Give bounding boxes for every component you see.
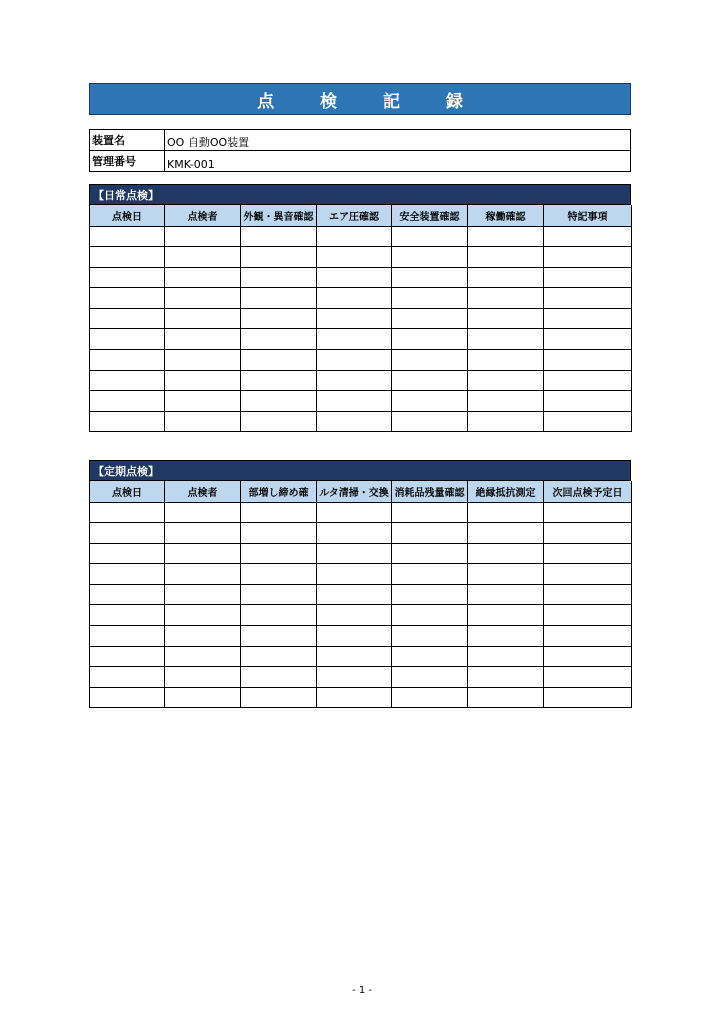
table-cell[interactable]: [468, 247, 544, 268]
table-cell[interactable]: [468, 626, 544, 647]
table-cell[interactable]: [165, 267, 241, 288]
table-cell[interactable]: [90, 523, 165, 544]
table-cell[interactable]: [165, 646, 241, 667]
table-row: [90, 247, 632, 268]
column-header: ルタ清掃・交換: [317, 481, 392, 502]
table-cell[interactable]: [317, 502, 392, 523]
management-number-label: 管理番号: [90, 151, 165, 172]
table-cell[interactable]: [241, 308, 317, 329]
table-cell[interactable]: [165, 564, 241, 585]
table-cell[interactable]: [468, 308, 544, 329]
table-row: [90, 687, 632, 708]
table-cell[interactable]: [90, 687, 165, 708]
table-cell[interactable]: [544, 502, 632, 523]
table-row: [90, 626, 632, 647]
table-row: [90, 543, 632, 564]
table-cell[interactable]: [392, 391, 468, 412]
table-row: [90, 502, 632, 523]
table-cell[interactable]: [468, 564, 544, 585]
table-cell[interactable]: [544, 329, 632, 350]
table-cell[interactable]: [165, 350, 241, 371]
periodic-inspection-section: [89, 460, 631, 708]
table-cell[interactable]: [165, 687, 241, 708]
table-cell[interactable]: [317, 226, 392, 247]
table-row: [90, 605, 632, 626]
table-cell[interactable]: [468, 267, 544, 288]
table-cell[interactable]: [392, 667, 468, 688]
table-row: [90, 646, 632, 667]
table-cell[interactable]: [165, 247, 241, 268]
column-header: 次回点検予定日: [544, 481, 632, 502]
table-cell[interactable]: [90, 267, 165, 288]
table-cell[interactable]: [317, 267, 392, 288]
table-cell[interactable]: [165, 288, 241, 309]
table-cell[interactable]: [317, 564, 392, 585]
table-cell[interactable]: [544, 687, 632, 708]
table-row: [90, 370, 632, 391]
table-cell[interactable]: [165, 329, 241, 350]
table-cell[interactable]: [392, 584, 468, 605]
table-cell[interactable]: [241, 502, 317, 523]
table-cell[interactable]: [241, 523, 317, 544]
table-cell[interactable]: [90, 584, 165, 605]
column-header: 絶縁抵抗測定: [468, 481, 544, 502]
table-cell[interactable]: [90, 370, 165, 391]
table-cell[interactable]: [241, 391, 317, 412]
column-header: エア圧確認: [317, 205, 392, 226]
table-cell[interactable]: [544, 626, 632, 647]
table-cell[interactable]: [165, 226, 241, 247]
table-cell[interactable]: [392, 564, 468, 585]
table-cell[interactable]: [241, 564, 317, 585]
table-cell[interactable]: [544, 226, 632, 247]
table-row: [90, 667, 632, 688]
table-cell[interactable]: [392, 308, 468, 329]
table-cell[interactable]: [544, 543, 632, 564]
table-cell[interactable]: [392, 411, 468, 432]
table-cell[interactable]: [165, 605, 241, 626]
table-cell[interactable]: [165, 667, 241, 688]
table-cell[interactable]: [90, 411, 165, 432]
periodic-inspection-table: [89, 481, 632, 708]
table-cell[interactable]: [241, 605, 317, 626]
daily-header-row: [90, 205, 632, 226]
table-cell[interactable]: [317, 391, 392, 412]
table-cell[interactable]: [468, 411, 544, 432]
table-cell[interactable]: [544, 247, 632, 268]
table-cell[interactable]: [90, 391, 165, 412]
table-cell[interactable]: [165, 523, 241, 544]
title-bar: [89, 83, 631, 115]
table-cell[interactable]: [468, 370, 544, 391]
table-cell[interactable]: [165, 584, 241, 605]
column-header: 点検者: [165, 481, 241, 502]
column-header: 外観・異音確認: [241, 205, 317, 226]
table-cell[interactable]: [317, 646, 392, 667]
column-header: 点検日: [90, 481, 165, 502]
table-cell[interactable]: [317, 247, 392, 268]
column-header: 稼働確認: [468, 205, 544, 226]
table-cell[interactable]: [90, 605, 165, 626]
table-cell[interactable]: [241, 226, 317, 247]
table-row: [90, 226, 632, 247]
table-cell[interactable]: [90, 226, 165, 247]
equipment-info-table: [89, 129, 631, 172]
table-cell[interactable]: [90, 502, 165, 523]
device-name-label: 装置名: [90, 130, 165, 151]
table-cell[interactable]: [392, 288, 468, 309]
table-cell[interactable]: [544, 391, 632, 412]
table-cell[interactable]: [392, 226, 468, 247]
table-cell[interactable]: [544, 370, 632, 391]
table-cell[interactable]: [468, 667, 544, 688]
table-cell[interactable]: [544, 605, 632, 626]
table-row: [90, 288, 632, 309]
table-cell[interactable]: [544, 584, 632, 605]
table-cell[interactable]: [392, 329, 468, 350]
info-row-device-name: [90, 130, 631, 151]
table-cell[interactable]: [468, 350, 544, 371]
table-cell[interactable]: [544, 350, 632, 371]
table-row: [90, 411, 632, 432]
periodic-header-row: [90, 481, 632, 502]
table-cell[interactable]: [241, 646, 317, 667]
table-cell[interactable]: [241, 247, 317, 268]
table-cell[interactable]: [241, 667, 317, 688]
periodic-inspection-heading: 【定期点検】: [89, 460, 631, 481]
table-row: [90, 584, 632, 605]
daily-inspection-heading: 【日常点検】: [89, 184, 631, 205]
table-row: [90, 350, 632, 371]
column-header: 消耗品残量確認: [392, 481, 468, 502]
table-cell[interactable]: [317, 288, 392, 309]
column-header: 点検日: [90, 205, 165, 226]
table-cell[interactable]: [317, 308, 392, 329]
table-cell[interactable]: [468, 226, 544, 247]
table-cell[interactable]: [392, 247, 468, 268]
table-row: [90, 523, 632, 544]
table-cell[interactable]: [90, 646, 165, 667]
table-cell[interactable]: [241, 288, 317, 309]
table-cell[interactable]: [392, 502, 468, 523]
table-cell[interactable]: [165, 411, 241, 432]
table-cell[interactable]: [90, 564, 165, 585]
table-cell[interactable]: [544, 523, 632, 544]
table-cell[interactable]: [392, 687, 468, 708]
daily-inspection-section: [89, 184, 631, 432]
table-cell[interactable]: [544, 646, 632, 667]
table-cell[interactable]: [165, 391, 241, 412]
table-cell[interactable]: [468, 523, 544, 544]
table-cell[interactable]: [241, 687, 317, 708]
table-cell[interactable]: [165, 543, 241, 564]
page-title: 点 検 記 録: [257, 91, 483, 112]
table-cell[interactable]: [468, 584, 544, 605]
column-header: 部増し締め確: [241, 481, 317, 502]
table-cell[interactable]: [241, 543, 317, 564]
table-cell[interactable]: [90, 350, 165, 371]
table-cell[interactable]: [544, 288, 632, 309]
table-cell[interactable]: [241, 350, 317, 371]
table-cell[interactable]: [241, 584, 317, 605]
table-row: [90, 329, 632, 350]
table-cell[interactable]: [392, 605, 468, 626]
table-cell[interactable]: [241, 626, 317, 647]
table-cell[interactable]: [90, 308, 165, 329]
table-cell[interactable]: [392, 646, 468, 667]
table-cell[interactable]: [468, 329, 544, 350]
table-cell[interactable]: [544, 308, 632, 329]
table-cell[interactable]: [165, 626, 241, 647]
management-number-value[interactable]: KMK-001: [165, 151, 631, 172]
table-cell[interactable]: [468, 502, 544, 523]
table-cell[interactable]: [241, 411, 317, 432]
table-cell[interactable]: [392, 626, 468, 647]
table-cell[interactable]: [241, 267, 317, 288]
table-cell[interactable]: [317, 329, 392, 350]
table-cell[interactable]: [90, 543, 165, 564]
table-cell[interactable]: [392, 267, 468, 288]
table-cell[interactable]: [241, 329, 317, 350]
table-cell[interactable]: [392, 543, 468, 564]
table-cell[interactable]: [544, 411, 632, 432]
table-row: [90, 564, 632, 585]
table-cell[interactable]: [468, 646, 544, 667]
table-cell[interactable]: [317, 667, 392, 688]
table-cell[interactable]: [544, 564, 632, 585]
table-cell[interactable]: [468, 288, 544, 309]
table-cell[interactable]: [317, 411, 392, 432]
table-cell[interactable]: [90, 288, 165, 309]
table-cell[interactable]: [392, 523, 468, 544]
table-cell[interactable]: [165, 370, 241, 391]
table-cell[interactable]: [241, 370, 317, 391]
column-header: 特記事項: [544, 205, 632, 226]
column-header: 安全装置確認: [392, 205, 468, 226]
table-cell[interactable]: [90, 247, 165, 268]
info-row-management-number: [90, 151, 631, 172]
table-row: [90, 308, 632, 329]
table-cell[interactable]: [468, 687, 544, 708]
table-cell[interactable]: [392, 350, 468, 371]
table-cell[interactable]: [468, 543, 544, 564]
daily-inspection-table: [89, 205, 632, 432]
table-cell[interactable]: [165, 502, 241, 523]
table-cell[interactable]: [317, 523, 392, 544]
table-cell[interactable]: [90, 329, 165, 350]
table-row: [90, 267, 632, 288]
table-cell[interactable]: [90, 626, 165, 647]
table-cell[interactable]: [90, 667, 165, 688]
table-cell[interactable]: [317, 605, 392, 626]
table-row: [90, 391, 632, 412]
table-cell[interactable]: [317, 543, 392, 564]
page-number: - 1 -: [352, 985, 372, 996]
table-cell[interactable]: [317, 584, 392, 605]
table-cell[interactable]: [544, 667, 632, 688]
table-cell[interactable]: [317, 626, 392, 647]
device-name-value[interactable]: OO 自動OO装置: [165, 130, 631, 151]
table-cell[interactable]: [317, 370, 392, 391]
column-header: 点検者: [165, 205, 241, 226]
table-cell[interactable]: [317, 687, 392, 708]
table-cell[interactable]: [392, 370, 468, 391]
table-cell[interactable]: [317, 350, 392, 371]
table-cell[interactable]: [468, 391, 544, 412]
table-cell[interactable]: [165, 308, 241, 329]
table-cell[interactable]: [468, 605, 544, 626]
table-cell[interactable]: [544, 267, 632, 288]
